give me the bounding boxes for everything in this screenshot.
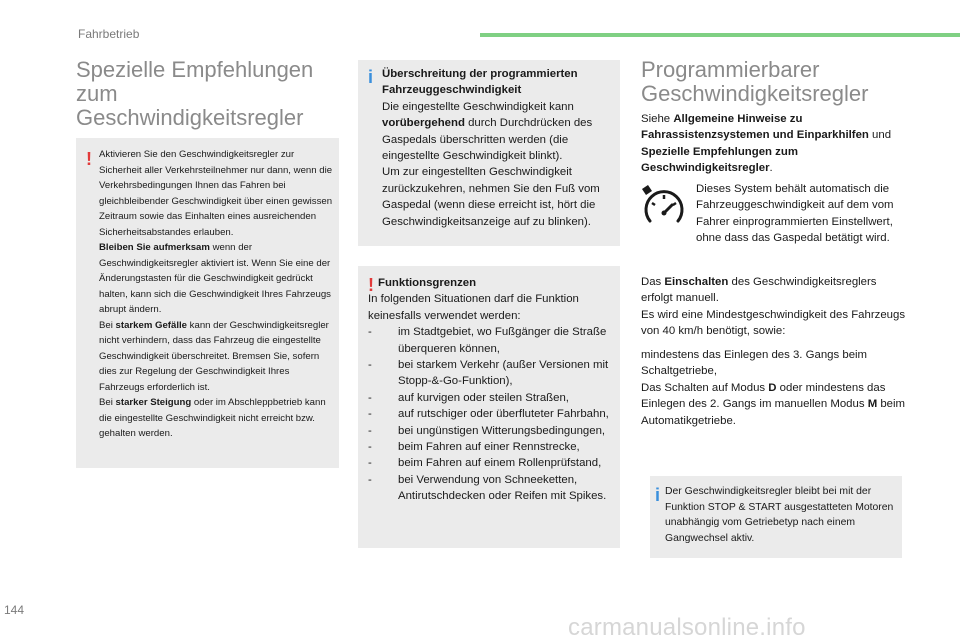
warning-p1: Aktivieren Sie den Geschwindigkeitsregler zur Sicherheit aller Verkehrsteilnehmer nur dann, wenn die Verkehrsbedingungen Ihnen das Fahren bei gleichbleibender Geschwindigkeit über einen gewissen Zeitraum sowie das Einhalten eines ausreichenden Sicherheitsabstandes erlauben.	[99, 149, 333, 238]
gear-automatic: Das Schalten auf Modus D oder mindestens das Einlegen des 2. Gangs im manuellen Modus M beim Automatikgetriebe.	[641, 381, 906, 427]
list-item-text: beim Fahren auf einem Rollenprüfstand,	[398, 457, 602, 470]
section-label: Fahrbetrieb	[78, 27, 140, 41]
col1-title-line2: zum Geschwindigkeitsregler	[76, 81, 304, 130]
list-item-text: bei Verwendung von Schneeketten, Antirutschdecken oder Reifen mit Spikes.	[398, 473, 607, 503]
list-item-text: bei starkem Verkehr (außer Versionen mit Stopp-&-Go-Funktion),	[398, 359, 609, 388]
list-item-text: beim Fahren auf einer Rennstrecke,	[398, 441, 580, 454]
watermark: carmanualsonline.info	[568, 614, 806, 640]
exclamation-mark-icon: !	[86, 149, 92, 169]
limits-list	[368, 324, 618, 504]
list-item-text: bei ungünstigen Witterungsbedingungen,	[398, 424, 606, 437]
page-number: 144	[4, 603, 25, 617]
col3-title	[641, 58, 921, 106]
warning-p4: Bei starker Steigung oder im Abschleppbetrieb kann die eingestellte Geschwindigkeit nicht erreicht bzw. gehalten werden.	[99, 397, 326, 439]
info-box-speed-exceed	[358, 60, 620, 246]
list-item	[368, 406, 618, 422]
warning-box-recommendations	[76, 138, 339, 468]
list-item-text: im Stadtgebiet, wo Fußgänger die Straße überqueren können,	[398, 326, 607, 355]
info-text	[382, 66, 618, 230]
warning-p2: Bleiben Sie aufmerksam wenn der Geschwindigkeitsregler aktiviert ist. Wenn Sie eine der Änderungstasten für die Geschwindigkeit gedrückt halten, kann sich die Geschwindigkeit Ihres Fahrzeugs abrupt ändern.	[99, 242, 331, 315]
col3-intro: Siehe Allgemeine Hinweise zu Fahrassistenzsystemen und Einparkhilfen und Spezielle Empfehlungen zum Geschwindigkeitsregler.	[641, 113, 892, 175]
gear-manual: mindestens das Einlegen des 3. Gangs beim Schaltgetriebe,	[641, 349, 868, 378]
list-dash: -	[368, 473, 372, 486]
col3-title-line1: Programmierbarer	[641, 57, 820, 82]
limits-title: Funktionsgrenzen	[378, 277, 477, 289]
header-accent-bar	[480, 33, 960, 37]
system-description: Dieses System behält automatisch die Fahrzeuggeschwindigkeit auf dem vom Fahrer einprogrammierten Einstellwert, ohne dass das Gaspedal betätigt wird.	[696, 183, 894, 245]
list-item	[368, 439, 618, 455]
list-dash: -	[368, 391, 372, 404]
gear-requirements	[641, 347, 911, 429]
info-title: Überschreitung der programmierten Fahrzeuggeschwindigkeit	[382, 68, 578, 97]
list-item-text: auf rutschiger oder überfluteter Fahrbahn,	[398, 408, 609, 421]
list-dash: -	[368, 359, 372, 372]
warning-box-limits	[358, 266, 620, 548]
activation-text	[641, 274, 911, 340]
info-mark-icon: i	[368, 67, 374, 87]
warning-text	[99, 147, 335, 442]
info-box-stop-start	[650, 476, 902, 558]
list-dash: -	[368, 457, 372, 470]
list-item	[368, 324, 618, 357]
list-dash: -	[368, 408, 372, 421]
activation-p1: Das Einschalten des Geschwindigkeitsreglers erfolgt manuell.	[641, 276, 877, 305]
warning-p3: Bei starkem Gefälle kann der Geschwindigkeitsregler nicht verhindern, dass das Fahrzeug die eingestellte Geschwindigkeit überschreitet. Bremsen Sie, sofern dies zur Regelung der Geschwindigkeit Ihres Fahrzeugs erforderlich ist.	[99, 319, 329, 393]
list-item	[368, 472, 618, 505]
limits-intro: In folgenden Situationen darf die Funktion keinesfalls verwendet werden:	[368, 293, 579, 322]
col1-title	[76, 58, 346, 130]
info-p2: Um zur eingestellten Geschwindigkeit zurückzukehren, nehmen Sie den Fuß vom Gaspedal (wenn diese erreicht ist, hört die Geschwindigkeitsanzeige auf zu blinken).	[382, 166, 600, 228]
info-p1: Die eingestellte Geschwindigkeit kann vorübergehend durch Durchdrücken des Gaspedals überschritten werden (die eingestellte Geschwindigkeit blinkt).	[382, 100, 593, 163]
list-dash: -	[368, 326, 372, 339]
list-item	[368, 455, 618, 471]
col3-title-line2: Geschwindigkeitsregler	[641, 81, 869, 106]
exclamation-mark-icon: !	[368, 275, 374, 295]
list-item-text: auf kurvigen oder steilen Straßen,	[398, 391, 569, 404]
info-mark-icon: i	[655, 485, 661, 505]
list-item	[368, 390, 618, 406]
list-item	[368, 357, 618, 390]
activation-p2: Es wird eine Mindestgeschwindigkeit des Fahrzeugs von 40 km/h benötigt, sowie:	[641, 308, 906, 338]
list-dash: -	[368, 441, 372, 454]
list-dash: -	[368, 424, 372, 437]
col1-title-line1: Spezielle Empfehlungen	[76, 57, 314, 82]
limits-text	[368, 275, 618, 505]
list-item	[368, 423, 618, 439]
speedometer-icon	[640, 183, 688, 231]
stop-start-note: Der Geschwindigkeitsregler bleibt bei mit der Funktion STOP & START ausgestatteten Motoren unabhängig vom Getriebetyp nach einem Gangwechsel aktiv.	[665, 486, 894, 544]
